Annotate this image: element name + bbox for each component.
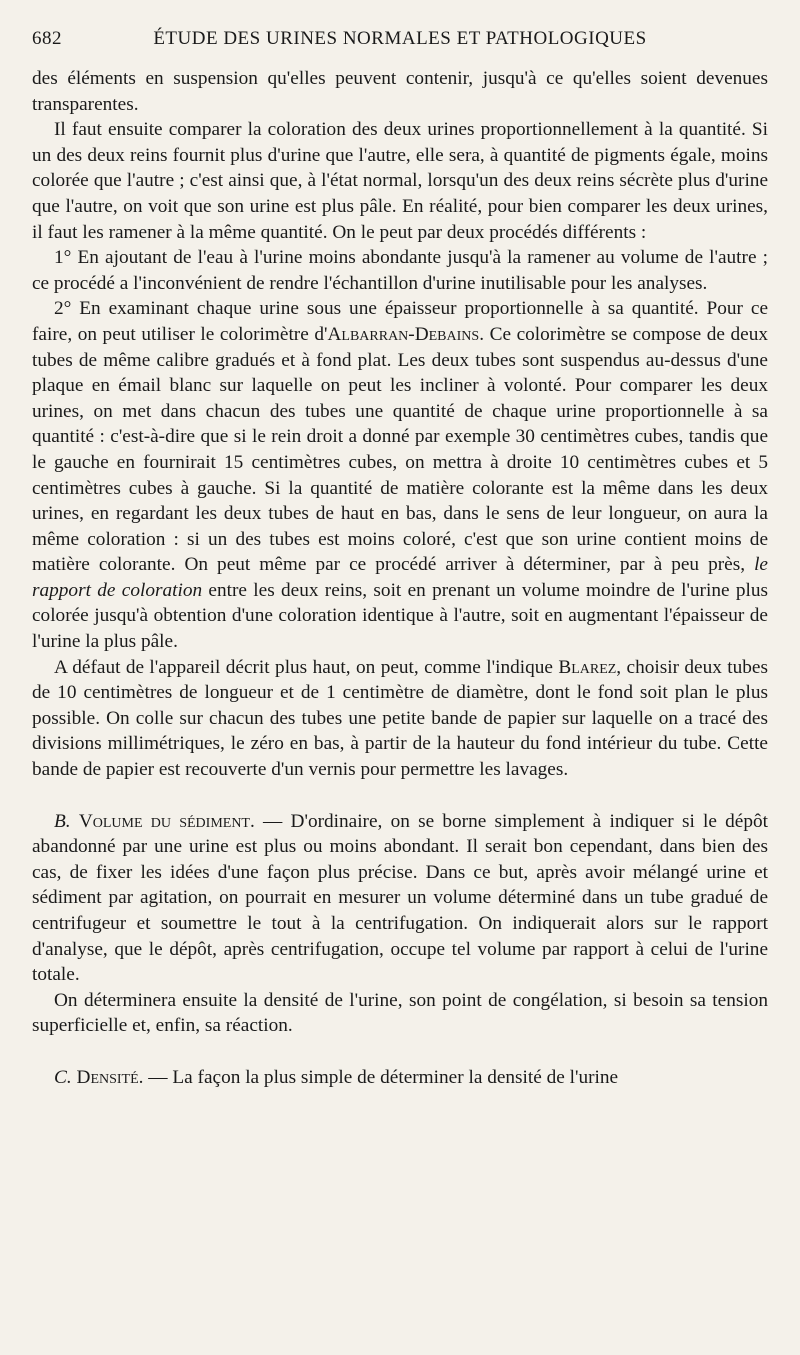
- paragraph-method-1: 1° En ajoutant de l'eau à l'urine moins abondante jusqu'à la ramener au volume de l'autre ; ce procédé a l'inconvénient de rendre l'échantillon d'urine inutilisable pour les analyses.: [32, 247, 768, 294]
- author-blarez: Blarez: [558, 656, 617, 678]
- alternative-text-b: , choisir deux tubes de 10 centimètres de longueur et de 1 centimètre de diamètre, dont le fond soit plan le plus possible. On colle sur chacun des tubes une petite bande de papier sur laquelle on a tracé des divisions millimétriques, le zéro en bas, à partir de la hauteur du fond intérieur du tube. Cette bande de papier est recouverte d'un vernis pour permettre les lavages.: [32, 656, 768, 781]
- method-2-text-a: 2° En examinant chaque urine sous une épaisseur proportionnelle à sa quantité. Pour ce faire, on peut utiliser le colorimètre d': [32, 298, 768, 345]
- page-number: 682: [32, 28, 62, 49]
- section-b-letter: B.: [54, 810, 71, 832]
- paragraph-alternative-apparatus: [32, 655, 768, 783]
- section-c-densite: [32, 1065, 768, 1091]
- paragraph-coloration: Il faut ensuite comparer la coloration des deux urines proportionnellement à la quantité. Si un des deux reins fournit plus d'urine que l'autre, elle sera, à quantité de pigments égale, moins colorée que l'autre ; c'est ainsi que, à l'état normal, lorsqu'un des deux reins sécrète plus d'urine que l'autre, on voit que son urine est plus pâle. En réalité, pour bien comparer les deux urines, il faut les ramener à la même quantité. On le peut par deux procédés différents :: [32, 119, 768, 243]
- section-b-volume-sediment: [32, 809, 768, 988]
- emphasis-rapport: le rapport de coloration: [32, 554, 768, 601]
- section-c-letter: C.: [54, 1066, 72, 1088]
- author-albarran-debains: Albarran-Debains: [327, 323, 480, 345]
- running-head: [32, 28, 768, 54]
- method-2-text-c: entre les deux reins, soit en prenant un volume moindre de l'urine plus colorée jusqu'à obtention d'une coloration identique à l'autre, soit en augmentant l'épaisseur de l'urine la plus pâle.: [32, 579, 768, 653]
- running-title: ÉTUDE DES URINES NORMALES ET PATHOLOGIQUES: [153, 28, 647, 49]
- section-b-title: Volume du sédiment.: [78, 810, 255, 832]
- alternative-text-a: A défaut de l'appareil décrit plus haut, on peut, comme l'indique: [54, 656, 559, 678]
- section-b-text: — D'ordinaire, on se borne simplement à indiquer si le dépôt abandonné par une urine est plus ou moins abondant. Il serait bon cependant, dans bien des cas, de fixer les idées d'une façon plus précise. Dans ce but, après avoir mélangé urine et sédiment par agitation, on pourrait en mesurer un volume déterminé dans un tube gradué de centrifugeur et soumettre le tout à la centrifugation. On indiquerait alors sur le rapport d'analyse, que le dépôt, après centrifugation, occupe tel volume par rapport à celui de l'urine totale.: [32, 810, 768, 986]
- method-2-text-b: . Ce colorimètre se compose de deux tubes de même calibre gradués et à fond plat. Les deux tubes sont suspendus au-dessus d'une plaque en émail blanc sur laquelle on peut les incliner à volonté. Pour comparer les deux urines, on met dans chacun des tubes une quantité de chaque urine proportionnelle à sa quantité : c'est-à-dire que si le rein droit a donné par exemple 30 centimètres cubes, tandis que le gauche en fournirait 15 centimètres cubes, on mettra à droite 10 centimètres cubes et 5 centimètres cubes à gauche. Si la quantité de matière colorante est la même dans les deux urines, en regardant les deux tubes de haut en bas, dans le sens de leur longueur, on aura la même coloration : si un des tubes est moins coloré, c'est que son urine contient moins de matière colorante. On peut même par ce procédé arriver à déterminer, par à peu près,: [32, 323, 768, 576]
- paragraph-densite-intro: On déterminera ensuite la densité de l'urine, son point de congélation, si besoin sa tension superficielle et, enfin, sa réaction.: [32, 989, 768, 1037]
- paragraph-continuation: des éléments en suspension qu'elles peuvent contenir, jusqu'à ce qu'elles soient devenues transparentes.: [32, 68, 768, 115]
- body-text: [32, 66, 768, 1091]
- paragraph-method-2: [32, 296, 768, 654]
- section-c-title: Densité.: [76, 1066, 144, 1088]
- section-c-text: — La façon la plus simple de déterminer la densité de l'urine: [143, 1066, 619, 1088]
